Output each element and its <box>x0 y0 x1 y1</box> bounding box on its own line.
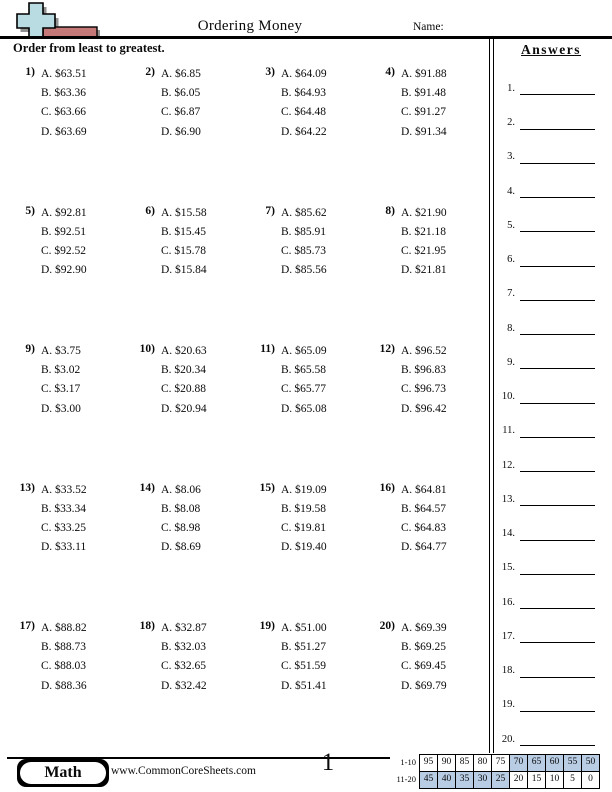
answer-row <box>494 61 606 95</box>
problem-option: A. $92.81 <box>41 206 87 219</box>
answer-number: 14. <box>501 528 515 539</box>
answer-row <box>494 438 606 472</box>
problem-options <box>41 481 87 558</box>
problem-item <box>12 616 132 755</box>
problem-option: C. $64.83 <box>401 521 447 534</box>
grade-cell: 0 <box>581 771 600 789</box>
problem-option: D. $85.56 <box>281 264 327 277</box>
problem-number: 13) <box>19 481 35 494</box>
grade-cell: 90 <box>437 754 456 772</box>
problem-options <box>161 481 201 558</box>
problem-item <box>12 201 132 340</box>
grade-cell: 50 <box>581 754 600 772</box>
grade-cell: 35 <box>455 771 474 789</box>
problem-options <box>281 65 327 142</box>
problem-option: A. $33.52 <box>41 483 87 496</box>
answer-number: 3. <box>507 151 515 163</box>
grade-cell: 70 <box>509 754 528 772</box>
answer-blank <box>520 437 595 438</box>
problem-item <box>132 339 252 478</box>
problem-options <box>281 619 327 696</box>
problem-option: A. $85.62 <box>281 206 327 219</box>
answer-row <box>494 369 606 403</box>
problem-option: B. $85.91 <box>281 225 327 238</box>
problem-option: D. $19.40 <box>281 541 327 554</box>
problem-options <box>281 204 327 281</box>
problem-option: B. $6.05 <box>161 87 201 100</box>
problem-item <box>132 62 252 201</box>
name-label: Name: <box>413 21 444 33</box>
problem-item <box>372 339 488 478</box>
problem-option: D. $92.90 <box>41 264 87 277</box>
problem-option: D. $64.22 <box>281 125 327 138</box>
answer-blank <box>520 197 595 198</box>
problem-item <box>252 201 372 340</box>
answer-number: 15. <box>501 562 515 574</box>
answer-blank <box>520 711 595 712</box>
problem-option: B. $15.45 <box>161 225 207 238</box>
grade-cell: 10 <box>545 771 564 789</box>
problem-option: C. $88.03 <box>41 660 87 673</box>
problem-option: C. $96.73 <box>401 383 447 396</box>
problem-number: 6) <box>145 204 155 217</box>
problem-option: B. $64.57 <box>401 502 447 515</box>
answer-row <box>494 472 606 506</box>
problem-option: A. $91.88 <box>401 68 447 80</box>
problem-number: 18) <box>139 620 155 632</box>
answer-blank <box>520 471 595 472</box>
answer-blank <box>520 300 595 301</box>
problem-option: B. $88.73 <box>41 641 87 654</box>
problem-number: 11) <box>260 343 275 355</box>
problem-item <box>132 616 252 755</box>
problem-option: A. $64.09 <box>281 68 327 80</box>
answer-row <box>494 575 606 609</box>
answer-number: 18. <box>501 665 515 676</box>
problem-number: 10) <box>139 343 155 355</box>
grade-cell: 5 <box>563 771 582 789</box>
subject-badge-label: Math <box>20 762 106 784</box>
grade-cell: 30 <box>473 771 492 789</box>
problem-number: 20) <box>379 620 395 632</box>
problem-option: D. $64.77 <box>401 541 447 554</box>
problem-option: C. $64.48 <box>281 106 327 119</box>
problem-option: A. $51.00 <box>281 622 327 634</box>
problem-options <box>401 342 447 419</box>
answer-blank <box>520 745 595 746</box>
answer-number: 10. <box>501 391 515 402</box>
answer-number: 6. <box>507 254 515 265</box>
problem-options <box>401 619 447 696</box>
problem-option: C. $51.59 <box>281 660 327 673</box>
answer-blank <box>520 403 595 404</box>
answer-row <box>494 198 606 232</box>
answer-blank <box>520 163 595 164</box>
answer-number: 4. <box>507 185 515 197</box>
problem-options <box>401 204 447 281</box>
problem-options <box>281 342 327 419</box>
problem-option: D. $65.08 <box>281 402 327 415</box>
problem-option: C. $6.87 <box>161 106 201 119</box>
problem-options <box>41 619 87 696</box>
problem-option: D. $88.36 <box>41 679 87 692</box>
answer-blank <box>520 266 595 267</box>
problem-number: 2) <box>145 66 155 78</box>
header-divider <box>0 36 612 39</box>
problem-option: A. $96.52 <box>401 345 447 357</box>
website-text: www.CommonCoreSheets.com <box>111 765 256 777</box>
problem-option: C. $91.27 <box>401 106 447 119</box>
page-number: 1 <box>321 749 335 776</box>
problem-option: A. $64.81 <box>401 483 447 496</box>
problem-option: B. $96.83 <box>401 364 447 377</box>
problem-item <box>132 478 252 617</box>
problem-option: A. $19.09 <box>281 483 327 496</box>
problem-options <box>161 342 207 419</box>
problem-option: B. $3.02 <box>41 364 81 377</box>
instruction-text: Order from least to greatest. <box>13 41 165 55</box>
grade-cell: 40 <box>437 771 456 789</box>
problem-option: D. $63.69 <box>41 125 87 138</box>
problem-option: A. $69.39 <box>401 622 447 634</box>
problem-option: B. $32.03 <box>161 641 207 654</box>
answer-row <box>494 643 606 677</box>
problem-option: B. $21.18 <box>401 225 447 238</box>
problem-option: C. $32.65 <box>161 660 207 673</box>
answer-row <box>494 95 606 129</box>
problem-option: C. $63.66 <box>41 106 87 119</box>
problems-grid <box>12 62 488 755</box>
grade-cell: 65 <box>527 754 546 772</box>
problem-number: 5) <box>25 204 35 217</box>
problem-item <box>372 62 488 201</box>
problem-options <box>41 65 87 142</box>
problem-option: A. $8.06 <box>161 483 201 496</box>
problem-option: D. $8.69 <box>161 541 201 554</box>
grade-row-label: 11-20 <box>396 774 416 784</box>
problem-options <box>41 204 87 281</box>
answer-blank <box>520 574 595 575</box>
problem-options <box>281 481 327 558</box>
answer-row <box>494 506 606 540</box>
problem-item <box>252 478 372 617</box>
problem-number: 17) <box>19 620 35 632</box>
problem-option: A. $20.63 <box>161 345 207 357</box>
answer-number: 2. <box>507 117 515 128</box>
problem-option: C. $15.78 <box>161 244 207 257</box>
answer-blank <box>520 677 595 678</box>
answer-number: 7. <box>507 288 515 300</box>
answer-row <box>494 267 606 301</box>
problem-option: B. $69.25 <box>401 641 447 654</box>
problem-options <box>401 481 447 558</box>
problem-number: 1) <box>25 66 35 78</box>
problem-number: 8) <box>385 204 395 217</box>
answer-blank <box>520 368 595 369</box>
problem-number: 4) <box>385 66 395 78</box>
answer-number: 13. <box>501 493 515 505</box>
answer-blank <box>520 231 595 232</box>
problem-item <box>252 616 372 755</box>
problem-item <box>132 201 252 340</box>
problem-option: A. $63.51 <box>41 68 87 80</box>
problem-option: B. $63.36 <box>41 87 87 100</box>
problem-number: 3) <box>265 66 275 78</box>
answer-blank <box>520 608 595 609</box>
grade-row-label: 1-10 <box>400 757 416 767</box>
problem-number: 16) <box>379 481 395 494</box>
answer-number: 11. <box>502 425 515 437</box>
grade-cell: 80 <box>473 754 492 772</box>
problem-option: C. $33.25 <box>41 521 87 534</box>
problem-item <box>12 478 132 617</box>
answer-number: 16. <box>501 596 515 608</box>
grade-cell: 60 <box>545 754 564 772</box>
problem-option: D. $69.79 <box>401 679 447 692</box>
problem-option: C. $65.77 <box>281 383 327 396</box>
problem-item <box>12 339 132 478</box>
problem-option: D. $33.11 <box>41 541 87 554</box>
problem-option: D. $20.94 <box>161 402 207 415</box>
answer-number: 5. <box>507 219 515 231</box>
answer-row <box>494 541 606 575</box>
problem-number: 12) <box>379 343 395 355</box>
problem-option: A. $6.85 <box>161 68 201 80</box>
problem-option: D. $3.00 <box>41 402 81 415</box>
grade-cell: 75 <box>491 754 510 772</box>
problem-number: 15) <box>259 481 275 494</box>
problem-option: A. $32.87 <box>161 622 207 634</box>
problem-options <box>161 204 207 281</box>
grade-table-row <box>390 771 600 789</box>
problem-option: C. $92.52 <box>41 244 87 257</box>
problem-option: D. $15.84 <box>161 264 207 277</box>
problem-item <box>372 201 488 340</box>
grade-cell: 25 <box>491 771 510 789</box>
problem-options <box>401 65 447 142</box>
problem-option: C. $3.17 <box>41 383 81 396</box>
grade-cell: 55 <box>563 754 582 772</box>
problem-options <box>161 65 201 142</box>
answer-number: 19. <box>501 699 515 711</box>
problem-item <box>372 478 488 617</box>
problem-option: B. $19.58 <box>281 502 327 515</box>
problem-option: C. $19.81 <box>281 521 327 534</box>
answer-blank <box>520 505 595 506</box>
problem-item <box>372 616 488 755</box>
answer-number: 8. <box>507 322 515 334</box>
answer-number: 9. <box>507 356 515 368</box>
problem-option: A. $65.09 <box>281 345 327 357</box>
problem-option: A. $88.82 <box>41 622 87 634</box>
problem-option: D. $91.34 <box>401 125 447 138</box>
answer-blank <box>520 642 595 643</box>
answers-list <box>494 61 606 746</box>
answer-row <box>494 164 606 198</box>
answers-title: Answers <box>521 42 581 57</box>
problem-option: B. $64.93 <box>281 87 327 100</box>
problem-item <box>252 62 372 201</box>
problem-option: B. $8.08 <box>161 502 201 515</box>
plus-eraser-logo-icon <box>8 1 100 39</box>
problem-option: C. $8.98 <box>161 521 201 534</box>
problem-number: 19) <box>259 620 275 632</box>
problem-option: C. $69.45 <box>401 660 447 673</box>
problem-option: A. $15.58 <box>161 206 207 219</box>
answer-blank <box>520 129 595 130</box>
page-title: Ordering Money <box>197 18 303 34</box>
answer-row <box>494 232 606 266</box>
answer-row <box>494 335 606 369</box>
answer-number: 12. <box>501 459 515 471</box>
answer-row <box>494 404 606 438</box>
problem-option: B. $65.58 <box>281 364 327 377</box>
problem-option: D. $51.41 <box>281 679 327 692</box>
problem-option: C. $85.73 <box>281 244 327 257</box>
grade-cell: 85 <box>455 754 474 772</box>
problem-number: 14) <box>139 481 155 494</box>
answer-blank <box>520 334 595 335</box>
grade-table-row <box>390 754 600 772</box>
problem-option: B. $91.48 <box>401 87 447 100</box>
problem-option: D. $21.81 <box>401 264 447 277</box>
problem-option: B. $92.51 <box>41 225 87 238</box>
problem-option: D. $6.90 <box>161 125 201 138</box>
grade-cell: 95 <box>419 754 438 772</box>
grade-cell: 45 <box>419 771 438 789</box>
problem-option: C. $21.95 <box>401 244 447 257</box>
problem-option: B. $51.27 <box>281 641 327 654</box>
answer-blank <box>520 94 595 95</box>
problem-item <box>12 62 132 201</box>
answer-number: 17. <box>501 630 515 642</box>
problem-option: A. $3.75 <box>41 345 81 357</box>
problem-option: B. $33.34 <box>41 502 87 515</box>
problem-option: D. $96.42 <box>401 402 447 415</box>
problem-options <box>161 619 207 696</box>
answer-row <box>494 678 606 712</box>
problem-number: 7) <box>265 204 275 217</box>
problem-option: D. $32.42 <box>161 679 207 692</box>
answer-row <box>494 301 606 335</box>
problem-option: C. $20.88 <box>161 383 207 396</box>
answer-row <box>494 130 606 164</box>
problem-item <box>252 339 372 478</box>
grade-table <box>390 754 600 789</box>
answer-blank <box>520 540 595 541</box>
problem-option: A. $21.90 <box>401 206 447 219</box>
problem-number: 9) <box>25 343 35 355</box>
problem-option: B. $20.34 <box>161 364 207 377</box>
grade-cell: 20 <box>509 771 528 789</box>
problem-options <box>41 342 81 419</box>
subject-badge <box>17 759 109 787</box>
answer-number: 1. <box>507 82 515 94</box>
answer-row <box>494 712 606 746</box>
grade-cell: 15 <box>527 771 546 789</box>
answer-row <box>494 609 606 643</box>
answer-number: 20. <box>501 733 515 745</box>
